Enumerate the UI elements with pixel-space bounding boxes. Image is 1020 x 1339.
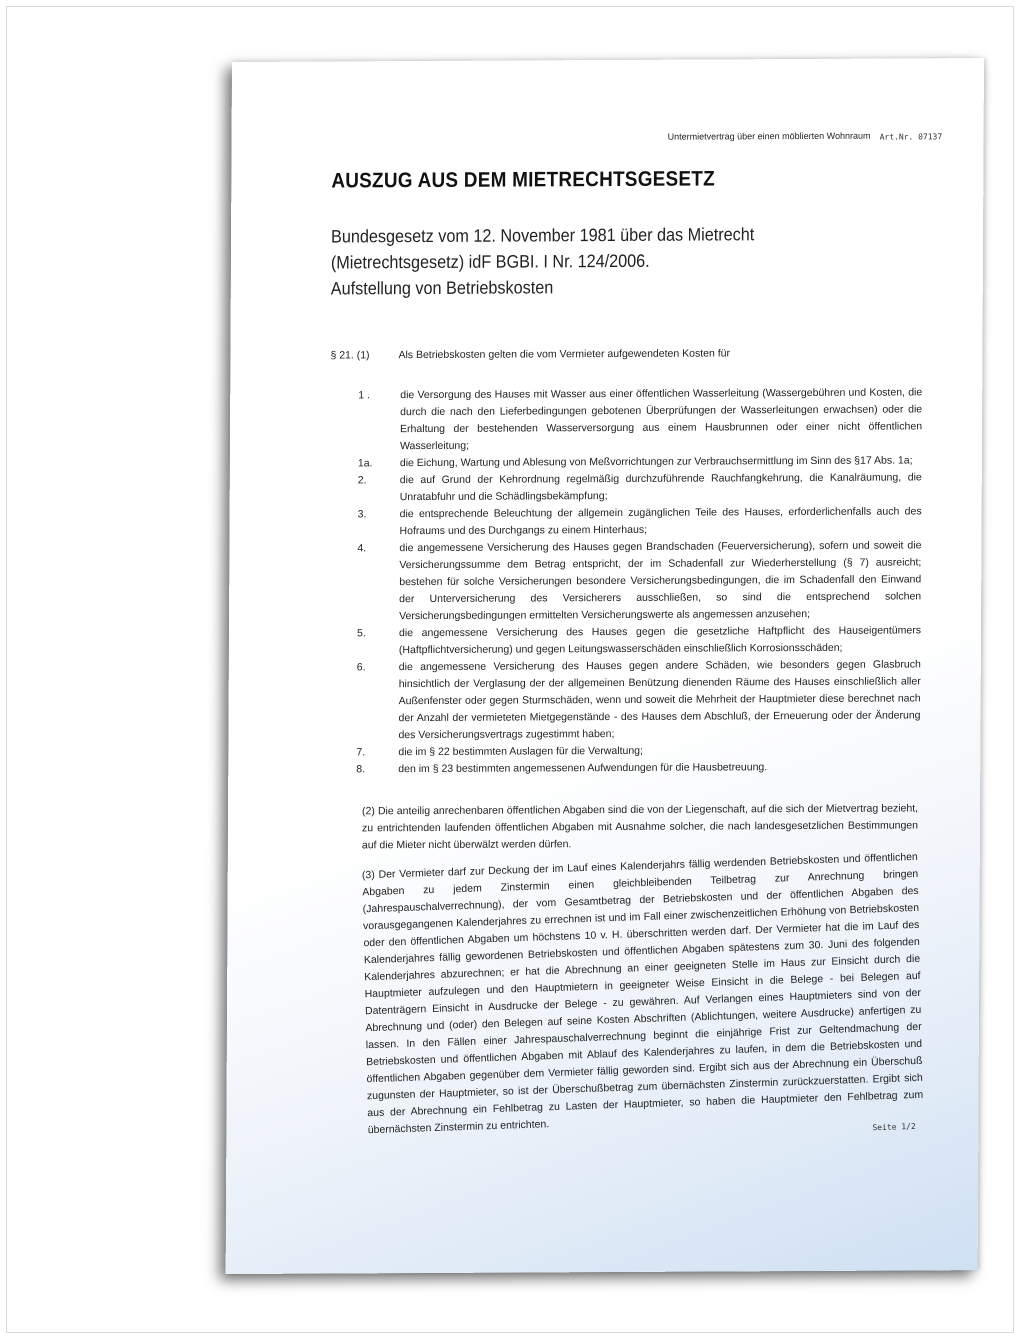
subtitle-line-1: Bundesgesetz vom 12. November 1981 über das Mietrecht — [331, 224, 755, 247]
list-item — [324, 758, 920, 778]
item-number: 2. — [357, 474, 367, 487]
page-title: AUSZUG AUS DEM MIETRECHTSGESETZ — [331, 167, 716, 193]
page-number: Seite 1/2 — [872, 1121, 916, 1133]
item-number: 1 . — [358, 389, 370, 402]
section-label: § 21. (1) — [330, 349, 370, 362]
item-text: die Versorgung des Hauses mit Wasser aus einer öffentlichen Wasserleitung (Wassergebühren und Kosten, die durch die nach den Lieferbedingungen gebotenen Überprüfungen der Wasserleitungen erwachsen) oder die Erhaltung der bestehenden Wasserversorgung aus einem Hausbrunnen oder einer nicht öffentlichen Wasserleitung; — [399, 386, 923, 453]
item-text: die Eichung, Wartung und Ablesung von Meßvorrichtungen zur Verbrauchsermittlung im Sinn des §17 Abs. 1a; — [399, 454, 913, 470]
cost-items-list — [324, 384, 922, 778]
list-item — [326, 469, 922, 506]
list-item — [325, 537, 921, 625]
item-text: die auf Grund der Kehrordnung regelmäßig durchzuführende Rauchfangkehrung, die Kanalräumung, die Unratabfuhr und die Schädlingsbekämpfung; — [399, 471, 922, 504]
document-page — [226, 58, 984, 1274]
document-sheet — [226, 58, 984, 1274]
section-intro: Als Betriebskosten gelten die vom Vermieter aufgewendeten Kosten für — [398, 347, 731, 362]
subtitle-line-2: (Mietrechtsgesetz) idF BGBI. I Nr. 124/2006. — [330, 250, 650, 273]
item-number: 4. — [357, 542, 367, 555]
paragraph-2: (2) Die anteilig anrechenbaren öffentlichen Abgaben sind die von der Liegenschaft, auf die sich der Mietvertrag bezieht, zu entrichtenden laufenden öffentlichen Abgaben mit Ausnahme solcher, die nach landesgesetzlichen Bestimmungen auf die Mieter nicht überwälzt werden dürfen. — [361, 802, 919, 852]
list-item — [324, 656, 920, 744]
item-number: 8. — [356, 763, 366, 776]
item-number: 5. — [356, 627, 366, 640]
item-number: 7. — [356, 746, 366, 759]
item-text: die entsprechende Beleuchtung der allgemein zugänglichen Teile des Hauses, erforderlichenfalls auch des Hofraums und des Durchgangs zu einem Hinterhaus; — [399, 505, 922, 538]
item-text: die angemessene Versicherung des Hauses gegen Brandschaden (Feuerversicherung), sofern und soweit die Versicherungssumme dem Betrag entspricht, der im Schadenfall zur Wiederherstellung (§ 7) ausreicht; bestehen für solche Versicherungen besondere Versicherungsbedingungen, die im Schadenfall den Einwand der Unterversicherung des Versicherers ausschließen, so sind die entsprechend solchen Versicherungsbedingungen ermittelten Versicherungswerte als angemessen anzusehen; — [399, 539, 922, 623]
page-subtitle — [331, 221, 755, 301]
item-number: 1a. — [357, 457, 373, 470]
list-item — [326, 384, 922, 455]
item-text: den im § 23 bestimmten angemessenen Aufwendungen für die Hausbetreuung. — [398, 761, 768, 776]
item-text: die angemessene Versicherung des Hauses gegen andere Schäden, wie besonders gegen Glasbruch hinsichtlich der Verglasung der der allgemeinen Benützung dienenden Räume des Hauses einschließlich aller Außenfenster oder gegen Sturmschäden, wenn und soweit die Mehrheit der Hauptmieter diese berechnet nach der Anzahl der vermieteten Mietgegenstände - des Hauses dem Abschluß, der Erneuerung oder der Änderung des Versicherungsvertrags zugestimmt haben; — [398, 658, 921, 742]
header-doc-title: Untermietvertrag über einen möblierten Wohnraum — [667, 130, 871, 142]
item-number: 3. — [357, 508, 367, 521]
header-art-nr: Art.Nr. 07137 — [879, 132, 943, 142]
subtitle-line-3: Aufstellung von Betriebskosten — [330, 277, 554, 299]
list-item — [325, 503, 921, 540]
item-number: 6. — [356, 661, 366, 674]
paragraph-3: (3) Der Vermieter darf zur Deckung der im Lauf eines Kalenderjahrs fällig werdenden Betriebskosten und öffentlichen Abgaben zu jedem Zinstermin einen gleichbleibenden Teilbetrag zur Anrechnung bringen (Jahrespauschalverrechnung), der vom Gesamtbetrag der Betriebskosten und der öffentlichen Abgaben des vorausgegangenen Kalenderjahres zu errechnen ist und im Fall einer zwischenzeitlichen Erhöhung von Betriebskosten oder den öffentlichen Abgaben um höchstens 10 v. H. überschritten werden darf. Der Vermieter hat die im Lauf des Kalenderjahres fällig gewordenen Betriebskosten und öffentlichen Abgaben spätestens zum 30. Juni des folgenden Kalenderjahres abzurechnen; er hat die Abrechnung an einer geeigneten Stelle im Haus zur Einsicht durch die Hauptmieter aufzulegen und den Hauptmietern in geeigneter Weise Einsicht in die Belege - bei Belegen auf Datenträgern Einsicht in Ausdrucke der Belege - zu gewähren. Auf Verlangen eines Hauptmieters sind von der Abrechnung und (oder) den Belegen auf seine Kosten Abschriften (Ablichtungen, weitere Ausdrucke) anfertigen zu lassen. In den Fällen einer Jahrespauschalverrechnung beginnt die einjährige Frist zur Geltendmachung der Betriebskosten und öffentlichen Abgaben mit Ablauf des Kalenderjahres zu laufen, in dem die Betriebskosten und öffentlichen Abgaben gegenüber dem Vermieter fällig geworden sind. Ergibt sich aus der Abrechnung ein Überschuß zugunsten der Hauptmieter, so ist der Überschußbetrag zum übernächsten Zinstermin zurückzuerstatten. Ergibt sich aus der Abrechnung ein Fehlbetrag zu Lasten der Hauptmieter, so haben die Hauptmieter den Fehlbetrag zum übernächsten Zinstermin zu entrichten. — [361, 850, 924, 1137]
item-text: die angemessene Versicherung des Hauses gegen die gesetzliche Haftpflicht des Hauseigentümers (Haftpflichtversicherung) und gegen Leitungswasserschäden einschließlich Korrosionsschäden; — [398, 624, 922, 657]
list-item — [325, 622, 921, 659]
item-text: die im § 22 bestimmten Auslagen für die Verwaltung; — [398, 744, 643, 759]
